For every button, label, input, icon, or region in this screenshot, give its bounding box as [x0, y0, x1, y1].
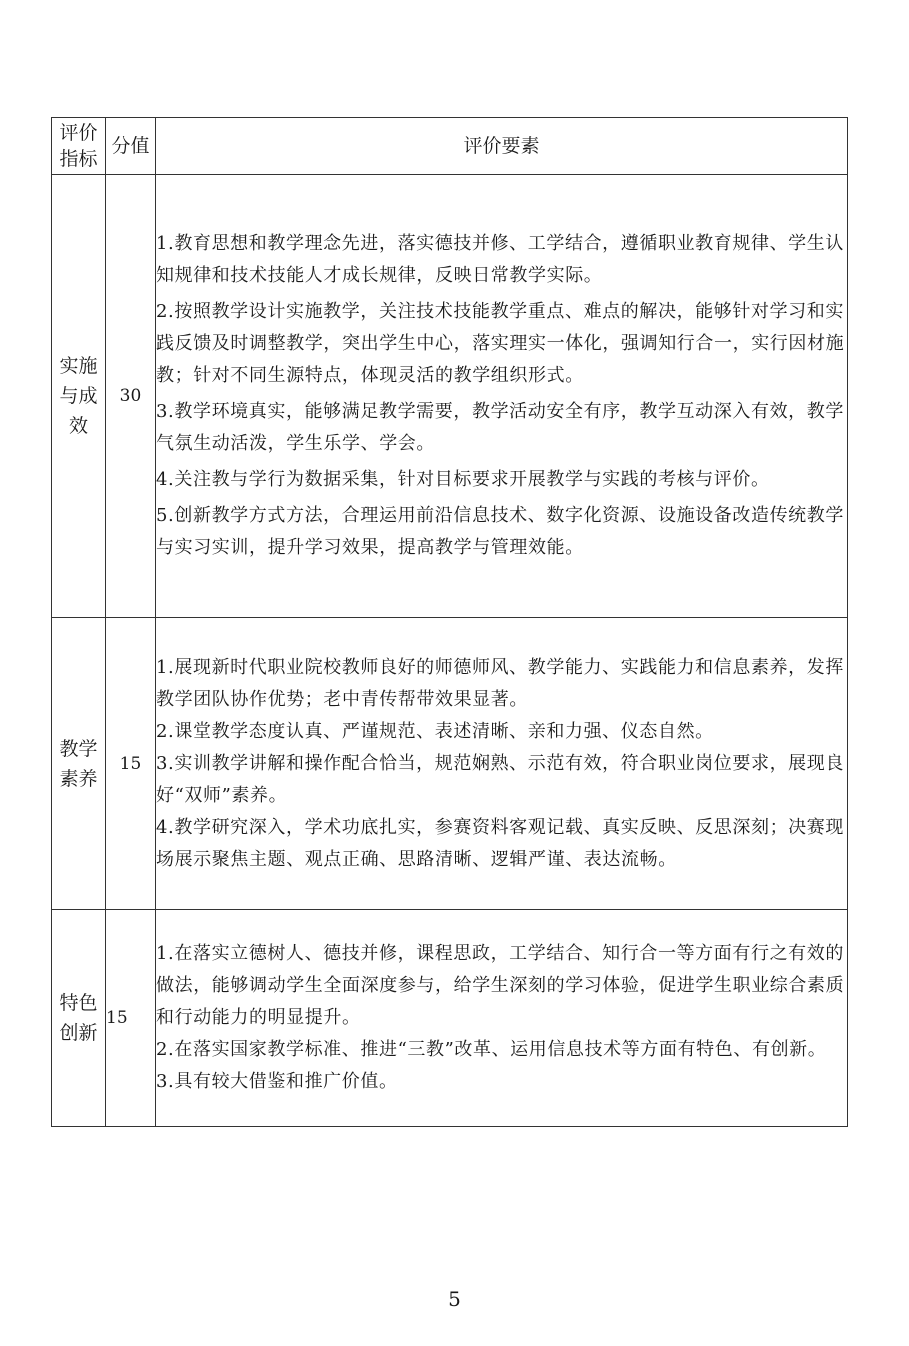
- score-cell: 30: [106, 175, 156, 618]
- elements-cell: [156, 175, 848, 618]
- list-item: 5.创新教学方式方法，合理运用前沿信息技术、数字化资源、设施设备改造传统教学与实习实训，提升学习效果，提高教学与管理效能。: [156, 505, 844, 558]
- list-item: 2.按照教学设计实施教学，关注技术技能教学重点、难点的解决，能够针对学习和实践反馈及时调整教学，突出学生中心，落实理实一体化，强调知行合一，实行因材施教；针对不同生源特点，体现灵活的教学组织形式。: [156, 301, 845, 386]
- header-score: 分值: [106, 118, 156, 175]
- list-item: 1.在落实立德树人、德技并修，课程思政，工学结合、知行合一等方面有行之有效的做法，能够调动学生全面深度参与，给学生深刻的学习体验，促进学生职业综合素质和行动能力的明显提升。: [156, 943, 845, 1028]
- table-row: [52, 910, 848, 1127]
- page-number: 5: [448, 1287, 461, 1311]
- list-item: 2.课堂教学态度认真、严谨规范、表述清晰、亲和力强、仪态自然。: [156, 720, 714, 742]
- indicator-cell: 实施与成效: [52, 175, 106, 618]
- list-item: 2.在落实国家教学标准、推进“三教”改革、运用信息技术等方面有特色、有创新。: [156, 1039, 827, 1060]
- indicator-cell: 教学素养: [52, 618, 106, 910]
- table-header-row: [52, 118, 848, 175]
- list-item: 3.具有较大借鉴和推广价值。: [156, 1071, 398, 1092]
- list-item: 4.关注教与学行为数据采集，针对目标要求开展教学与实践的考核与评价。: [156, 469, 770, 490]
- list-item: 1.展现新时代职业院校教师良好的师德师风、教学能力、实践能力和信息素养，发挥教学团队协作优势；老中青传帮带效果显著。: [156, 656, 844, 710]
- list-item: 1.教育思想和教学理念先进，落实德技并修、工学结合，遵循职业教育规律、学生认知规律和技术技能人才成长规律，反映日常教学实际。: [156, 233, 844, 286]
- header-indicator: 评价指标: [52, 118, 106, 175]
- header-elements: 评价要素: [156, 118, 848, 175]
- list-item: 3.教学环境真实，能够满足教学需要，教学活动安全有序，教学互动深入有效，教学气氛生动活泼，学生乐学、学会。: [156, 401, 844, 454]
- indicator-cell: 特色创新: [52, 910, 106, 1127]
- list-item: 3.实训教学讲解和操作配合恰当，规范娴熟、示范有效，符合职业岗位要求，展现良好“双师”素养。: [156, 752, 844, 806]
- list-item: 4.教学研究深入，学术功底扎实，参赛资料客观记载、真实反映、反思深刻；决赛现场展示聚焦主题、观点正确、思路清晰、逻辑严谨、表达流畅。: [156, 816, 844, 870]
- table-row: [52, 618, 848, 910]
- elements-cell: [156, 618, 848, 910]
- table-row: [52, 175, 848, 618]
- score-cell: 15: [106, 618, 156, 910]
- evaluation-table: [51, 117, 848, 1127]
- elements-cell: [156, 910, 848, 1127]
- score-cell: 15: [106, 910, 156, 1127]
